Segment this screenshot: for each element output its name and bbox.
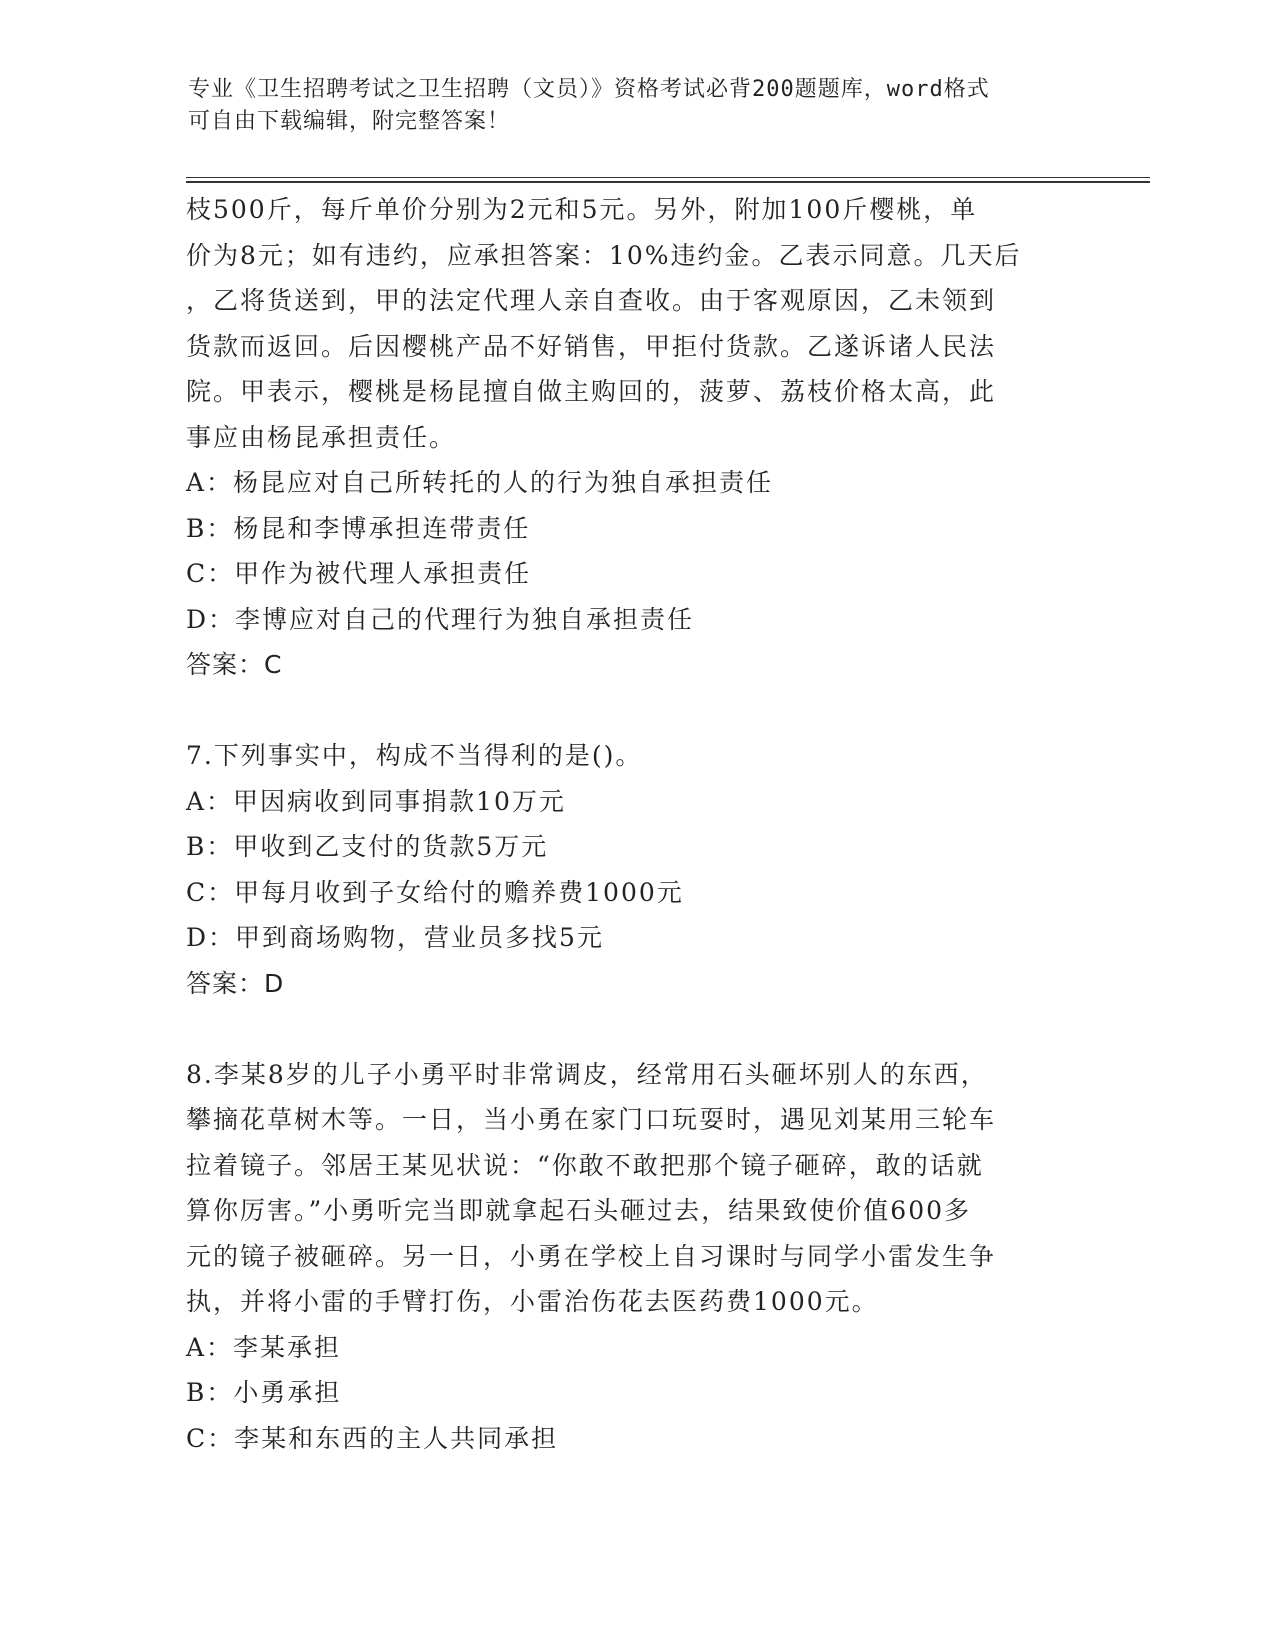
option-c: C：甲每月收到子女给付的赡养费1000元 [186, 877, 684, 907]
answer-label: 答案：C [186, 650, 283, 679]
question-text-line: ，乙将货送到，甲的法定代理人亲自查收。由于客观原因，乙未领到 [186, 286, 997, 315]
question-text-line: 拉着镜子。邻居王某见状说：“你敢不敢把那个镜子砸碎，敢的话就 [186, 1150, 984, 1180]
question-8 [186, 1052, 1086, 1462]
question-spacer [186, 688, 1086, 734]
option-c: C：李某和东西的主人共同承担 [186, 1423, 559, 1453]
option-d: D：李博应对自己的代理行为独自承担责任 [186, 604, 695, 634]
question-stem: 7.下列事实中，构成不当得利的是()。 [186, 741, 643, 770]
question-6-continuation [186, 187, 1086, 688]
question-7 [186, 733, 1086, 1006]
option-b: B：杨昆和李博承担连带责任 [186, 513, 531, 543]
option-a: A：杨昆应对自己所转托的人的行为独自承担责任 [186, 468, 774, 497]
question-text-line: 攀摘花草树木等。一日，当小勇在家门口玩耍时，遇见刘某用三轮车 [186, 1105, 997, 1134]
answer-label: 答案：D [186, 968, 285, 998]
option-c: C：甲作为被代理人承担责任 [186, 559, 532, 588]
document-body [186, 187, 1086, 1461]
header-divider-thick [186, 181, 1150, 183]
option-a: A：甲因病收到同事捐款10万元 [186, 786, 566, 816]
question-text-line: 算你厉害。”小勇听完当即就拿起石头砸过去，结果致使价值600多 [186, 1196, 972, 1225]
question-text-line: 价为8元；如有违约，应承担答案：10%违约金。乙表示同意。几天后 [186, 240, 1022, 270]
question-text-line: 货款而返回。后因樱桃产品不好销售，甲拒付货款。乙遂诉诸人民法 [186, 331, 997, 361]
question-text-line: 枝500斤，每斤单价分别为2元和5元。另外，附加100斤樱桃，单 [186, 195, 978, 224]
option-d: D：甲到商场购物，营业员多找5元 [186, 923, 604, 952]
document-header [188, 74, 1068, 138]
question-text-line: 事应由杨昆承担责任。 [186, 422, 457, 452]
question-text-line: 8.李某8岁的儿子小勇平时非常调皮，经常用石头砸坏别人的东西， [186, 1059, 988, 1089]
header-divider-thin [186, 177, 1150, 178]
question-text-line: 元的镜子被砸碎。另一日，小勇在学校上自习课时与同学小雷发生争 [186, 1241, 997, 1271]
question-text-line: 执，并将小雷的手臂打伤，小雷治伤花去医药费1000元。 [186, 1287, 879, 1316]
header-title-line-1: 专业《卫生招聘考试之卫生招聘（文员）》资格考试必背200题题库，word格式 [188, 77, 990, 102]
question-text-line: 院。甲表示，樱桃是杨昆擅自做主购回的，菠萝、荔枝价格太高，此 [186, 377, 997, 406]
option-b: B：小勇承担 [186, 1378, 342, 1407]
header-title-line-2: 可自由下载编辑，附完整答案！ [188, 109, 511, 134]
question-spacer [186, 1006, 1086, 1052]
option-a: A：李某承担 [186, 1332, 342, 1362]
option-b: B：甲收到乙支付的货款5万元 [186, 832, 549, 861]
